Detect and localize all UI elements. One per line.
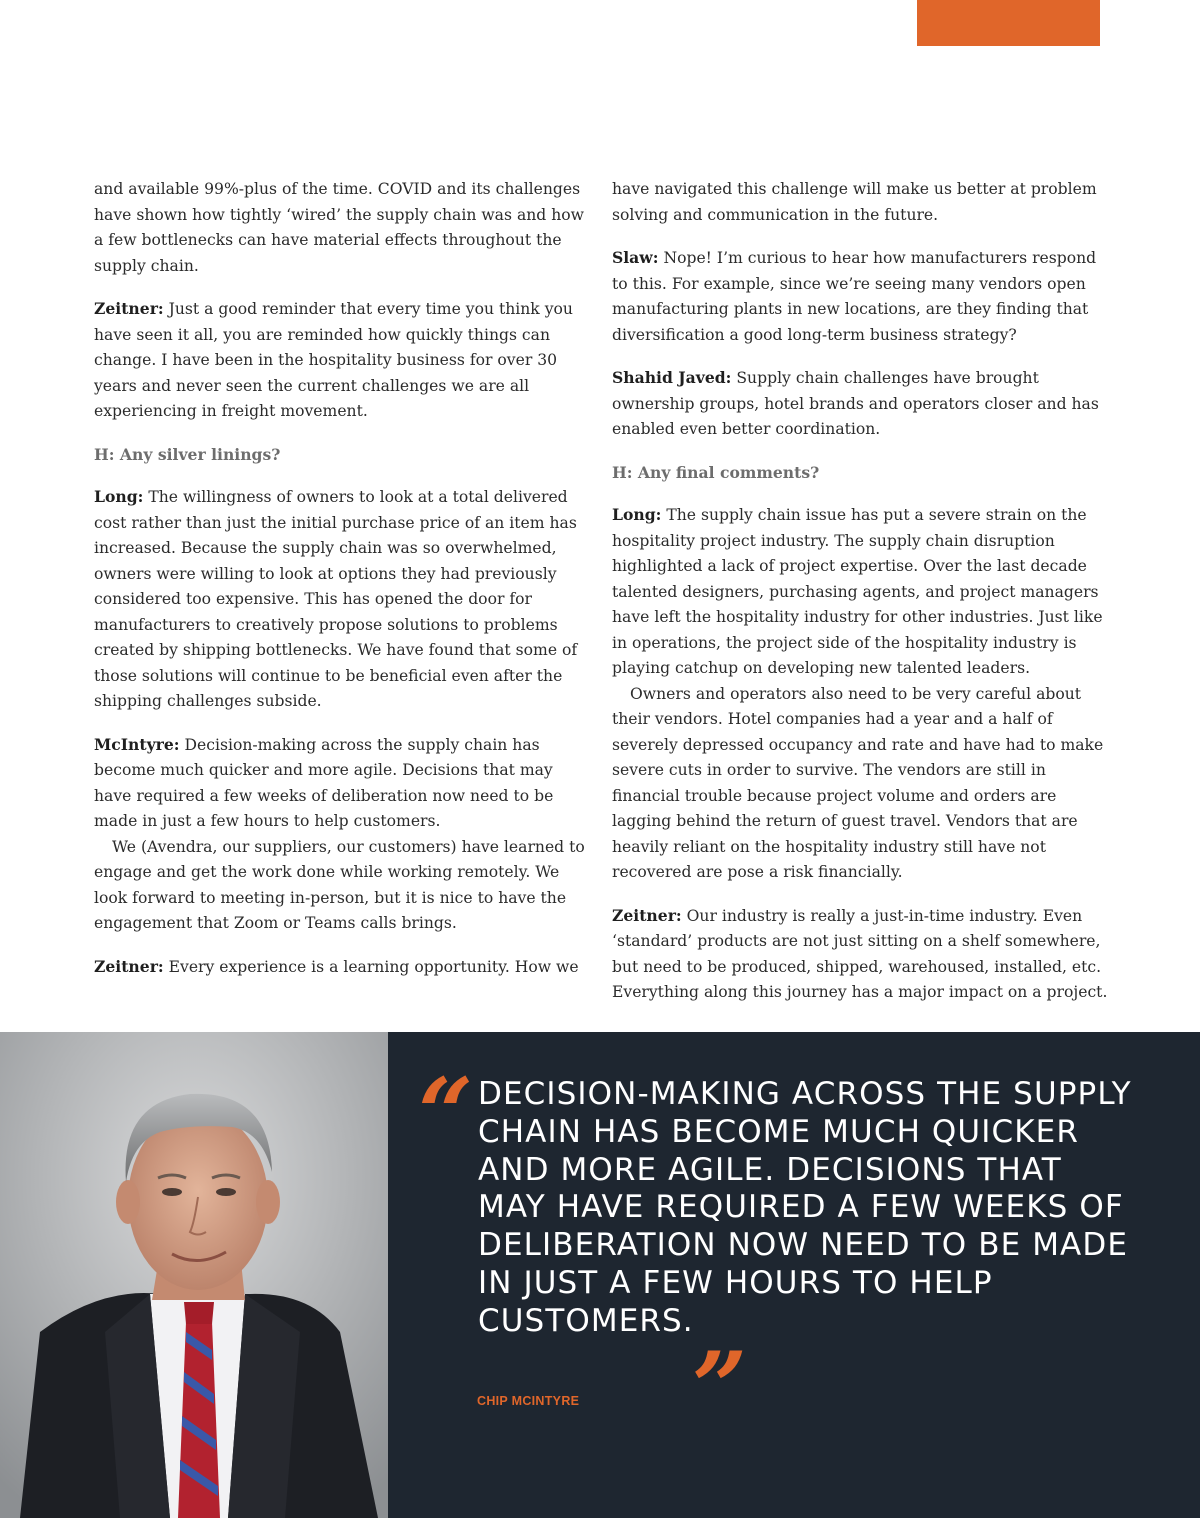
paragraph <box>94 732 590 835</box>
paragraph: Owners and operators also need to be very careful about their vendors. Hotel companies had a year and a half of severely depressed occupancy and rate and have had to make severe cuts in order to survive. The vendors are still in financial trouble because project volume and orders are lagging behind the return of guest travel. Vendors that are heavily reliant on the hospitality industry still have not recovered are pose a risk financially. <box>612 684 1104 881</box>
speaker-name: Shahid Javed: <box>612 368 732 387</box>
paragraph-text: Just a good reminder that every time you think you have seen it all, you are reminded how quickly things can change. I have been in the hospitality business for over 30 years and never seen the current challenges we are all experiencing in freight movement. <box>94 300 573 420</box>
open-quote-icon: “ <box>418 1057 474 1170</box>
speaker-name: Long: <box>94 487 144 506</box>
paragraph-text: Supply chain challenges have brought ownership groups, hotel brands and operators closer and has enabled even better coordination. <box>612 369 1099 438</box>
paragraph <box>612 903 1112 1006</box>
portrait-photo <box>0 1032 388 1518</box>
portrait-illustration <box>0 1032 388 1518</box>
speaker-name: Long: <box>612 505 662 524</box>
paragraph-text: Our industry is really a just-in-time industry. Even ‘standard’ products are not just sitting on a shelf somewhere, but need to be produced, shipped, warehoused, installed, etc. Everything along this journey has a major impact on a project. <box>612 906 1108 1001</box>
paragraph <box>612 502 1112 682</box>
paragraph-text: Every experience is a learning opportunity. How we <box>163 957 579 976</box>
paragraph-text: The supply chain issue has put a severe strain on the hospitality project industry. The supply chain disruption highlighted a lack of project expertise. Over the last decade talented designers, purchasing agents, and project managers have left the hospitality industry for other industries. Just like in operations, the project side of the hospitality industry is playing catchup on developing new talented leaders. <box>612 506 1103 677</box>
paragraph <box>612 365 1112 443</box>
question-heading: H: Any silver linings? <box>94 444 281 464</box>
paragraph-text: Decision-making across the supply chain has become much quicker and more agile. Decisions that may have required a few weeks of deliberation now need to be made in just a few hours to help customers. <box>94 735 554 830</box>
question-heading: H: Any final comments? <box>612 462 820 482</box>
paragraph-text: The willingness of owners to look at a total delivered cost rather than just the initial purchase price of an item has increased. Because the supply chain was so overwhelmed, owners were willing to look at options they had previously considered too expensive. This has opened the door for manufacturers to creatively propose solutions to problems created by shipping bottlenecks. We have found that some of those solutions will continue to be beneficial even after the shipping challenges subside. <box>94 488 578 710</box>
speaker-name: Zeitner: <box>94 299 164 318</box>
pull-quote-text: DECISION-MAKING ACROSS THE SUPPLY CHAIN HAS BECOME MUCH QUICKER AND MORE AGILE. DECISIONS THAT MAY HAVE REQUIRED A FEW WEEKS OF DELIBERATION NOW NEED TO BE MADE IN JUST A FEW HOURS TO HELP CUSTOMERS. <box>478 1076 1132 1339</box>
speaker-name: Zeitner: <box>94 956 164 976</box>
paragraph: and available 99%-plus of the time. COVID and its challenges have shown how tightly ‘wired’ the supply chain was and how a few bottlenecks can have material effects throughout the supply chain. <box>94 180 585 275</box>
orange-corner-tab <box>917 0 1100 46</box>
paragraph: have navigated this challenge will make us better at problem solving and communication in the future. <box>612 180 1097 224</box>
pull-quote <box>478 1076 1138 1341</box>
quote-attribution: CHIP MCINTYRE <box>477 1394 580 1408</box>
paragraph: We (Avendra, our suppliers, our customers) have learned to engage and get the work done while working remotely. We look forward to meeting in-person, but it is nice to have the engagement that Zoom or Teams calls brings. <box>94 837 585 932</box>
paragraph <box>94 484 590 715</box>
paragraph <box>94 954 590 981</box>
article-column-left <box>94 177 590 997</box>
paragraph-text: Nope! I’m curious to hear how manufacturers respond to this. For example, since we’re seeing many vendors open manufacturing plants in new locations, are they finding that diversification a good long-term business strategy? <box>612 249 1097 344</box>
speaker-name: Slaw: <box>612 248 659 267</box>
speaker-name: Zeitner: <box>612 905 682 925</box>
paragraph <box>94 296 590 425</box>
speaker-name: McIntyre: <box>94 734 180 754</box>
paragraph <box>612 245 1112 348</box>
close-quote-icon: ” <box>692 1331 748 1444</box>
article-column-right <box>612 177 1112 1023</box>
